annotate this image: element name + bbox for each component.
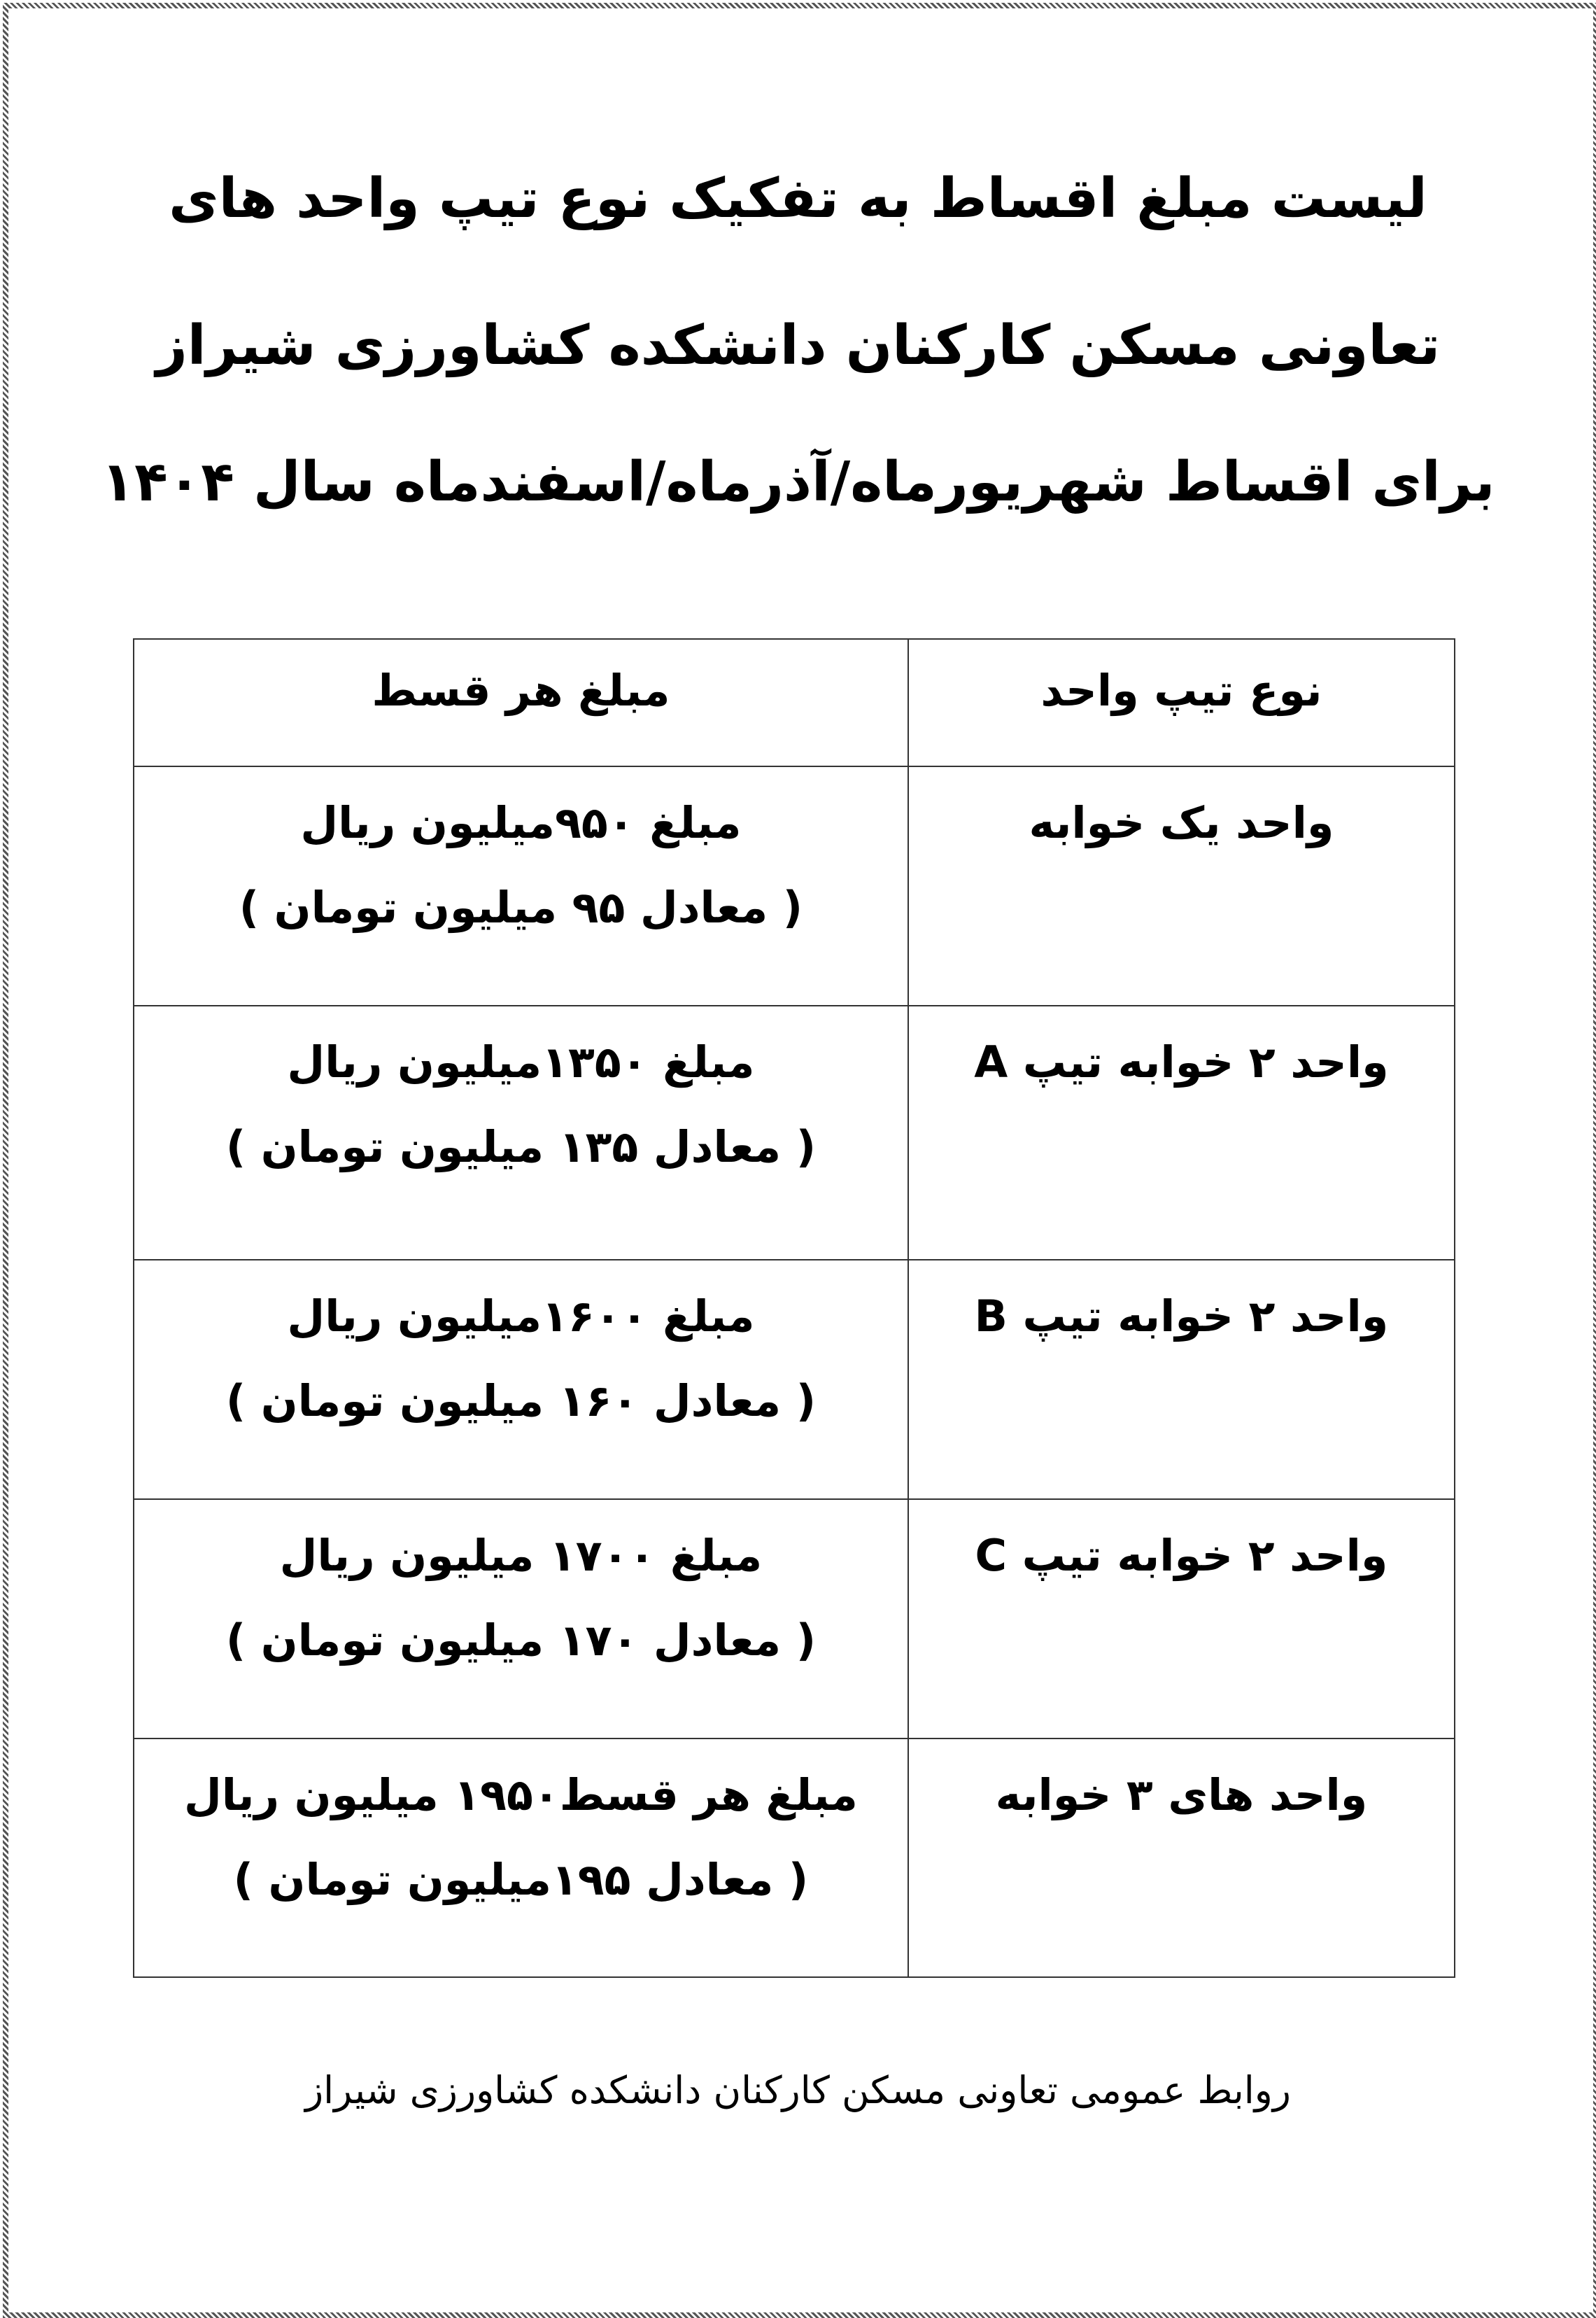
- amount-cell: [134, 766, 908, 1006]
- table-header-row: [134, 639, 1455, 766]
- unit-type-label: واحد ۲ خوابه تیپ B: [974, 1291, 1389, 1342]
- unit-type-label: واحد یک خوابه: [1029, 797, 1334, 848]
- amount-cell: [134, 1260, 908, 1499]
- footer-signature: روابط عمومی تعاونی مسکن کارکنان دانشکده کشاورزی شیراز: [305, 2068, 1291, 2112]
- header-unit-type: نوع تیپ واحد: [908, 639, 1455, 766]
- unit-type-cell: [908, 1499, 1455, 1738]
- table-row: [134, 1260, 1455, 1499]
- title-line-2: تعاونی مسکن کارکنان دانشکده کشاورزی شیراز: [155, 314, 1441, 377]
- unit-type-cell: [908, 1260, 1455, 1499]
- amount-rial: مبلغ ۱۷۰۰ میلیون ریال: [279, 1530, 763, 1581]
- amount-toman: ( معادل ۱۳۵ میلیون تومان ): [225, 1121, 817, 1172]
- table-row: [134, 1499, 1455, 1738]
- table-row: [134, 1006, 1455, 1260]
- amount-toman: ( معادل ۱۶۰ میلیون تومان ): [225, 1375, 817, 1426]
- amount-rial: مبلغ ۱۳۵۰میلیون ریال: [287, 1037, 755, 1088]
- amount-toman: ( معادل ۹۵ میلیون تومان ): [239, 881, 803, 933]
- installment-table: [133, 638, 1455, 1978]
- unit-type-label: واحد ۲ خوابه تیپ C: [975, 1530, 1388, 1581]
- header-installment-amount: مبلغ هر قسط: [134, 639, 908, 766]
- unit-type-cell: [908, 1006, 1455, 1260]
- amount-toman: ( معادل ۱۹۵میلیون تومان ): [233, 1853, 809, 1905]
- unit-type-label: واحد ۲ خوابه تیپ A: [974, 1037, 1389, 1088]
- unit-type-label: واحد های ۳ خوابه: [995, 1769, 1368, 1820]
- amount-rial: مبلغ ۹۵۰میلیون ریال: [300, 797, 742, 848]
- amount-toman: ( معادل ۱۷۰ میلیون تومان ): [225, 1614, 817, 1666]
- amount-cell: [134, 1499, 908, 1738]
- unit-type-cell: [908, 1738, 1455, 1977]
- amount-rial: مبلغ هر قسط۱۹۵۰ میلیون ریال: [184, 1769, 858, 1820]
- amount-rial: مبلغ ۱۶۰۰میلیون ریال: [287, 1291, 755, 1342]
- table-row: [134, 1738, 1455, 1977]
- title-line-3: برای اقساط شهریورماه/آذرماه/اسفندماه سال ۱۴۰۴: [101, 451, 1495, 514]
- unit-type-cell: [908, 766, 1455, 1006]
- title-line-1: لیست مبلغ اقساط به تفکیک نوع تیپ واحد های: [169, 167, 1427, 230]
- amount-cell: [134, 1006, 908, 1260]
- amount-cell: [134, 1738, 908, 1977]
- table-row: [134, 766, 1455, 1006]
